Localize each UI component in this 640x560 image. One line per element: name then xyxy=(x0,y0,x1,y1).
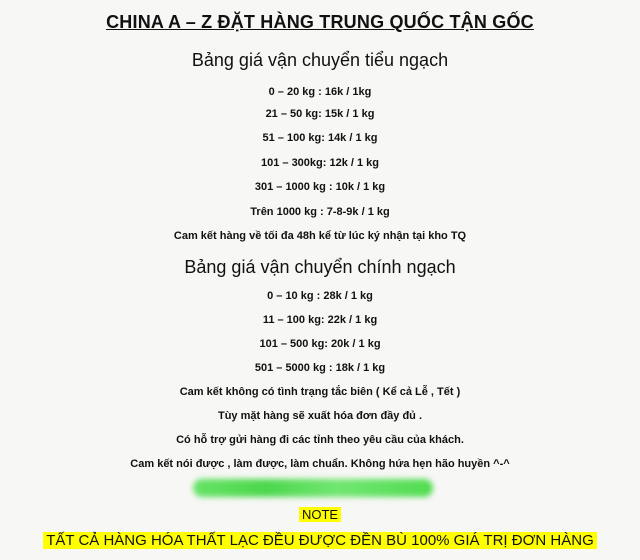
small-scale-rate-row: 0 – 20 kg : 16k / 1kg xyxy=(268,86,372,98)
small-scale-rate-row: Trên 1000 kg : 7-8-9k / 1 kg xyxy=(250,206,390,218)
footer-guarantee xyxy=(0,532,640,549)
official-rate-row: 11 – 100 kg: 22k / 1 kg xyxy=(262,314,378,326)
note-label xyxy=(0,507,640,522)
small-scale-commitment: Cam kết hàng về tối đa 48h kể từ lúc ký nhận tại kho TQ xyxy=(173,230,467,242)
document-title: CHINA A – Z ĐẶT HÀNG TRUNG QUỐC TẬN GỐC xyxy=(106,12,534,32)
official-note: Cam kết không có tình trạng tắc biên ( Kể cả Lễ , Tết ) xyxy=(179,386,461,398)
note-label-text: NOTE xyxy=(299,507,341,522)
small-scale-heading: Bảng giá vận chuyển tiểu ngạch xyxy=(191,50,449,70)
footer-guarantee-text: TẤT CẢ HÀNG HÓA THẤT LẠC ĐỀU ĐƯỢC ĐỀN BÙ 100% GIÁ TRỊ ĐƠN HÀNG xyxy=(43,532,597,549)
official-rate-row: 0 – 10 kg : 28k / 1 kg xyxy=(267,290,373,302)
small-scale-rate-row: 301 – 1000 kg : 10k / 1 kg xyxy=(254,181,386,193)
official-note: Có hỗ trợ gửi hàng đi các tỉnh theo yêu cầu của khách. xyxy=(176,434,464,446)
official-note: Cam kết nói được , làm được, làm chuẩn. Không hứa hẹn hão huyền ^-^ xyxy=(130,458,510,470)
small-scale-rate-row: 21 – 50 kg: 15k / 1 kg xyxy=(265,108,375,120)
official-note: Tùy mặt hàng sẽ xuất hóa đơn đầy đủ . xyxy=(217,410,422,422)
official-rate-row: 501 – 5000 kg : 18k / 1 kg xyxy=(254,362,386,374)
official-rate-row: 101 – 500 kg: 20k / 1 kg xyxy=(259,338,381,350)
small-scale-rate-row: 51 – 100 kg: 14k / 1 kg xyxy=(262,132,378,144)
small-scale-rate-row: 101 – 300kg: 12k / 1 kg xyxy=(260,157,380,169)
official-heading: Bảng giá vận chuyển chính ngạch xyxy=(184,257,456,277)
blurred-contact-info xyxy=(193,479,433,497)
